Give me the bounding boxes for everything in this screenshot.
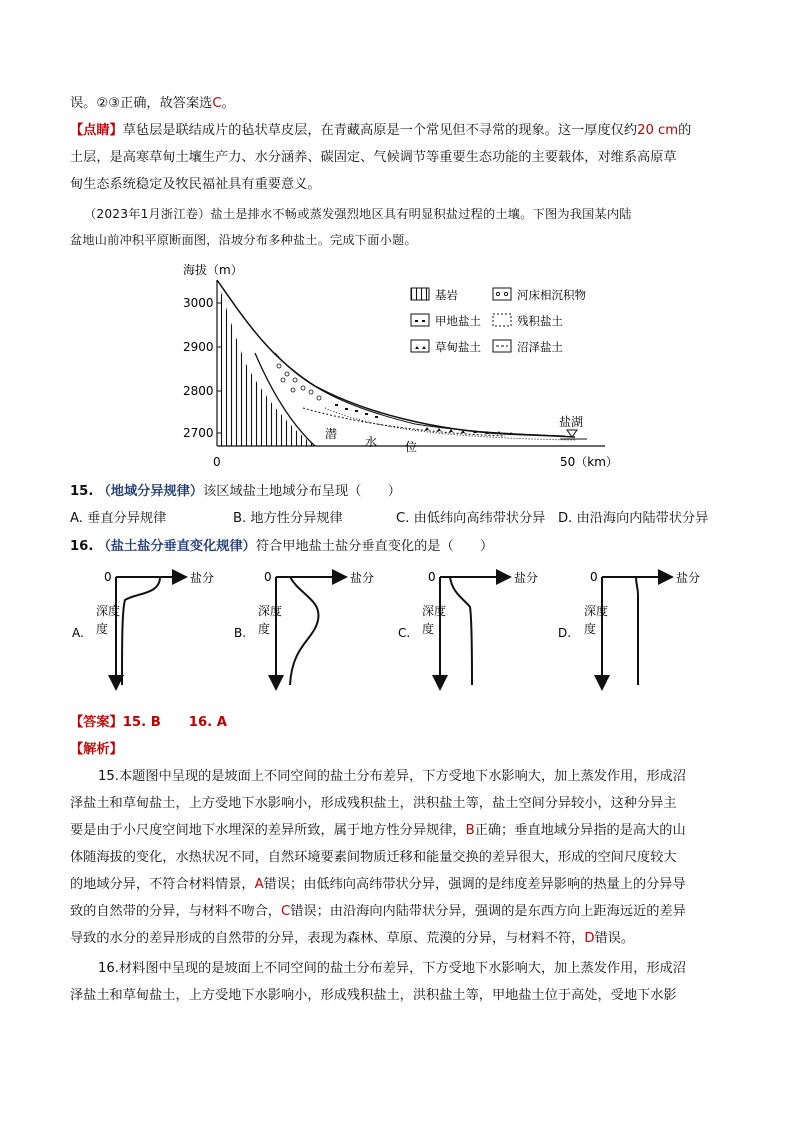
water-table-char-2: 水 [365, 435, 378, 449]
analysis-tag: 【解析】 [70, 742, 123, 757]
xtick-0: 0 [213, 455, 221, 469]
svg-text:0: 0 [264, 570, 272, 584]
q15-option-c[interactable]: C. 由低纬向高纬带状分异 [396, 511, 546, 526]
q16-option-b-graph[interactable] [234, 570, 374, 687]
analysis-16-line-1: 16.材料图中呈现的是坡面上不同空间的盐土分布差异，下方受地下水影响大，加上蒸发作用，形成沼 [98, 961, 687, 976]
water-table-char-3: 位 [405, 440, 418, 454]
legend-riverbed: 河床相沉积物 [517, 288, 586, 302]
legend-swamp: 沼泽盐土 [517, 340, 563, 354]
legend-bedrock: 基岩 [435, 288, 458, 302]
analysis-15-line-4: 体随海拔的变化，水热状况不同，自然环境要素间物质迁移和能量交换的差异很大，形成的空间尺度较大 [70, 850, 677, 865]
dianjing-tag: 【点睛】 [70, 123, 123, 138]
svg-text:0: 0 [104, 570, 112, 584]
legend-jiadi: 甲地盐土 [435, 314, 481, 328]
svg-text:深度: 深度 [422, 604, 447, 618]
salt-lake-label: 盐湖 [559, 415, 584, 429]
q16-curve-a [122, 577, 160, 685]
q16-graphs [60, 565, 740, 695]
dianjing-line-3: 甸生态系统稳定及牧民福祉具有重要意义。 [70, 177, 321, 192]
svg-text:度: 度 [422, 622, 435, 636]
q16-option-a-graph[interactable] [72, 570, 214, 687]
q15-option-d[interactable]: D. 由沿海向内陆带状分异 [558, 511, 709, 526]
svg-text:C.: C. [398, 626, 411, 640]
svg-text:B.: B. [234, 626, 247, 640]
intro-line-1: 误。②③正确，故答案选C。 [70, 96, 235, 111]
bedrock-area [217, 280, 315, 446]
q15-stem: 15. （地域分异规律）该区域盐土地域分布呈现（ ） [70, 484, 401, 499]
dianjing-line-2: 土层，是高寒草甸土壤生产力、水分涵养、碳固定、气候调节等重要生态功能的主要载体，对维系高原草 [70, 150, 677, 165]
material-line-2: 盆地山前冲积平原断面图，沿坡分布多种盐土。完成下面小题。 [70, 233, 417, 247]
ytick-3000: 3000 [183, 296, 214, 310]
ytick-2700: 2700 [183, 426, 214, 440]
q16-stem: 16. （盐土盐分垂直变化规律）符合甲地盐土盐分垂直变化的是（ ） [70, 539, 494, 554]
svg-text:盐分: 盐分 [514, 571, 539, 585]
q15-option-a[interactable]: A. 垂直分异规律 [70, 511, 167, 526]
svg-text:0: 0 [428, 570, 436, 584]
svg-text:度: 度 [258, 622, 271, 636]
legend [411, 288, 586, 354]
analysis-15-line-2: 泽盐土和草甸盐土，上方受地下水影响小，形成残积盐土，洪积盐土等，盐土空间分异较小，这种分异主 [70, 796, 677, 811]
legend-residual: 残积盐土 [517, 314, 563, 328]
svg-text:深度: 深度 [584, 604, 609, 618]
water-table-char-1: 潜 [325, 427, 338, 441]
cross-section-figure [175, 258, 625, 473]
analysis-15-line-5: 的地域分异，不符合材料情景，A错误；由低纬向高纬带状分异，强调的是纬度差异影响的热量上的分异导 [70, 877, 686, 892]
q16-option-a-label: A. [72, 626, 84, 640]
dianjing-line-1: 【点睛】草毡层是联结成片的毡状草皮层，在青藏高原是一个常见但不寻常的现象。这一厚度仅约20 cm的 [70, 123, 692, 138]
q15-option-b[interactable]: B. 地方性分异规律 [233, 511, 343, 526]
ytick-2900: 2900 [183, 340, 214, 354]
material-line-1: （2023年1月浙江卷）盐土是排水不畅或蒸发强烈地区具有明显积盐过程的土壤。下图为我国某内陆 [84, 207, 632, 221]
q16-curve-d [636, 577, 638, 685]
svg-text:D.: D. [558, 626, 572, 640]
y-axis-label: 海拔（m） [183, 263, 243, 277]
analysis-15-line-3: 要是由于小尺度空间地下水埋深的差异所致，属于地方性分异规律，B正确；垂直地域分异指的是高大的山 [70, 823, 686, 838]
svg-text:盐分: 盐分 [350, 571, 375, 585]
q16-option-c-graph[interactable] [398, 570, 538, 687]
svg-text:0: 0 [590, 570, 598, 584]
q16-curve-c [450, 577, 472, 685]
svg-text:度: 度 [96, 622, 109, 636]
svg-text:深度: 深度 [96, 604, 121, 618]
answer-line: 【答案】15. B 16. A [70, 715, 227, 730]
q16-option-d-graph[interactable] [558, 570, 700, 687]
analysis-15-line-7: 导致的水分的差异形成的自然带的分异，表现为森林、草原、荒漠的分异，与材料不符，D错误。 [70, 931, 635, 946]
riverbed-deposits [277, 364, 321, 400]
q16-curve-b [290, 577, 318, 685]
xtick-50: 50（km） [560, 455, 618, 469]
ytick-2800: 2800 [183, 384, 214, 398]
legend-meadow: 草甸盐土 [435, 340, 481, 354]
svg-text:盐分: 盐分 [190, 571, 215, 585]
analysis-16-line-2: 泽盐土和草甸盐土，上方受地下水影响小，形成残积盐土，洪积盐土等，甲地盐土位于高处，受地下水影 [70, 988, 677, 1003]
svg-text:盐分: 盐分 [676, 571, 701, 585]
analysis-15-line-6: 致的自然带的分异，与材料不吻合，C错误；由沿海向内陆带状分异，强调的是东西方向上距海远近的差异 [70, 904, 686, 919]
svg-text:度: 度 [584, 622, 597, 636]
svg-text:深度: 深度 [258, 604, 283, 618]
analysis-15-line-1: 15.本题图中呈现的是坡面上不同空间的盐土分布差异，下方受地下水影响大，加上蒸发作用，形成沼 [98, 769, 687, 784]
